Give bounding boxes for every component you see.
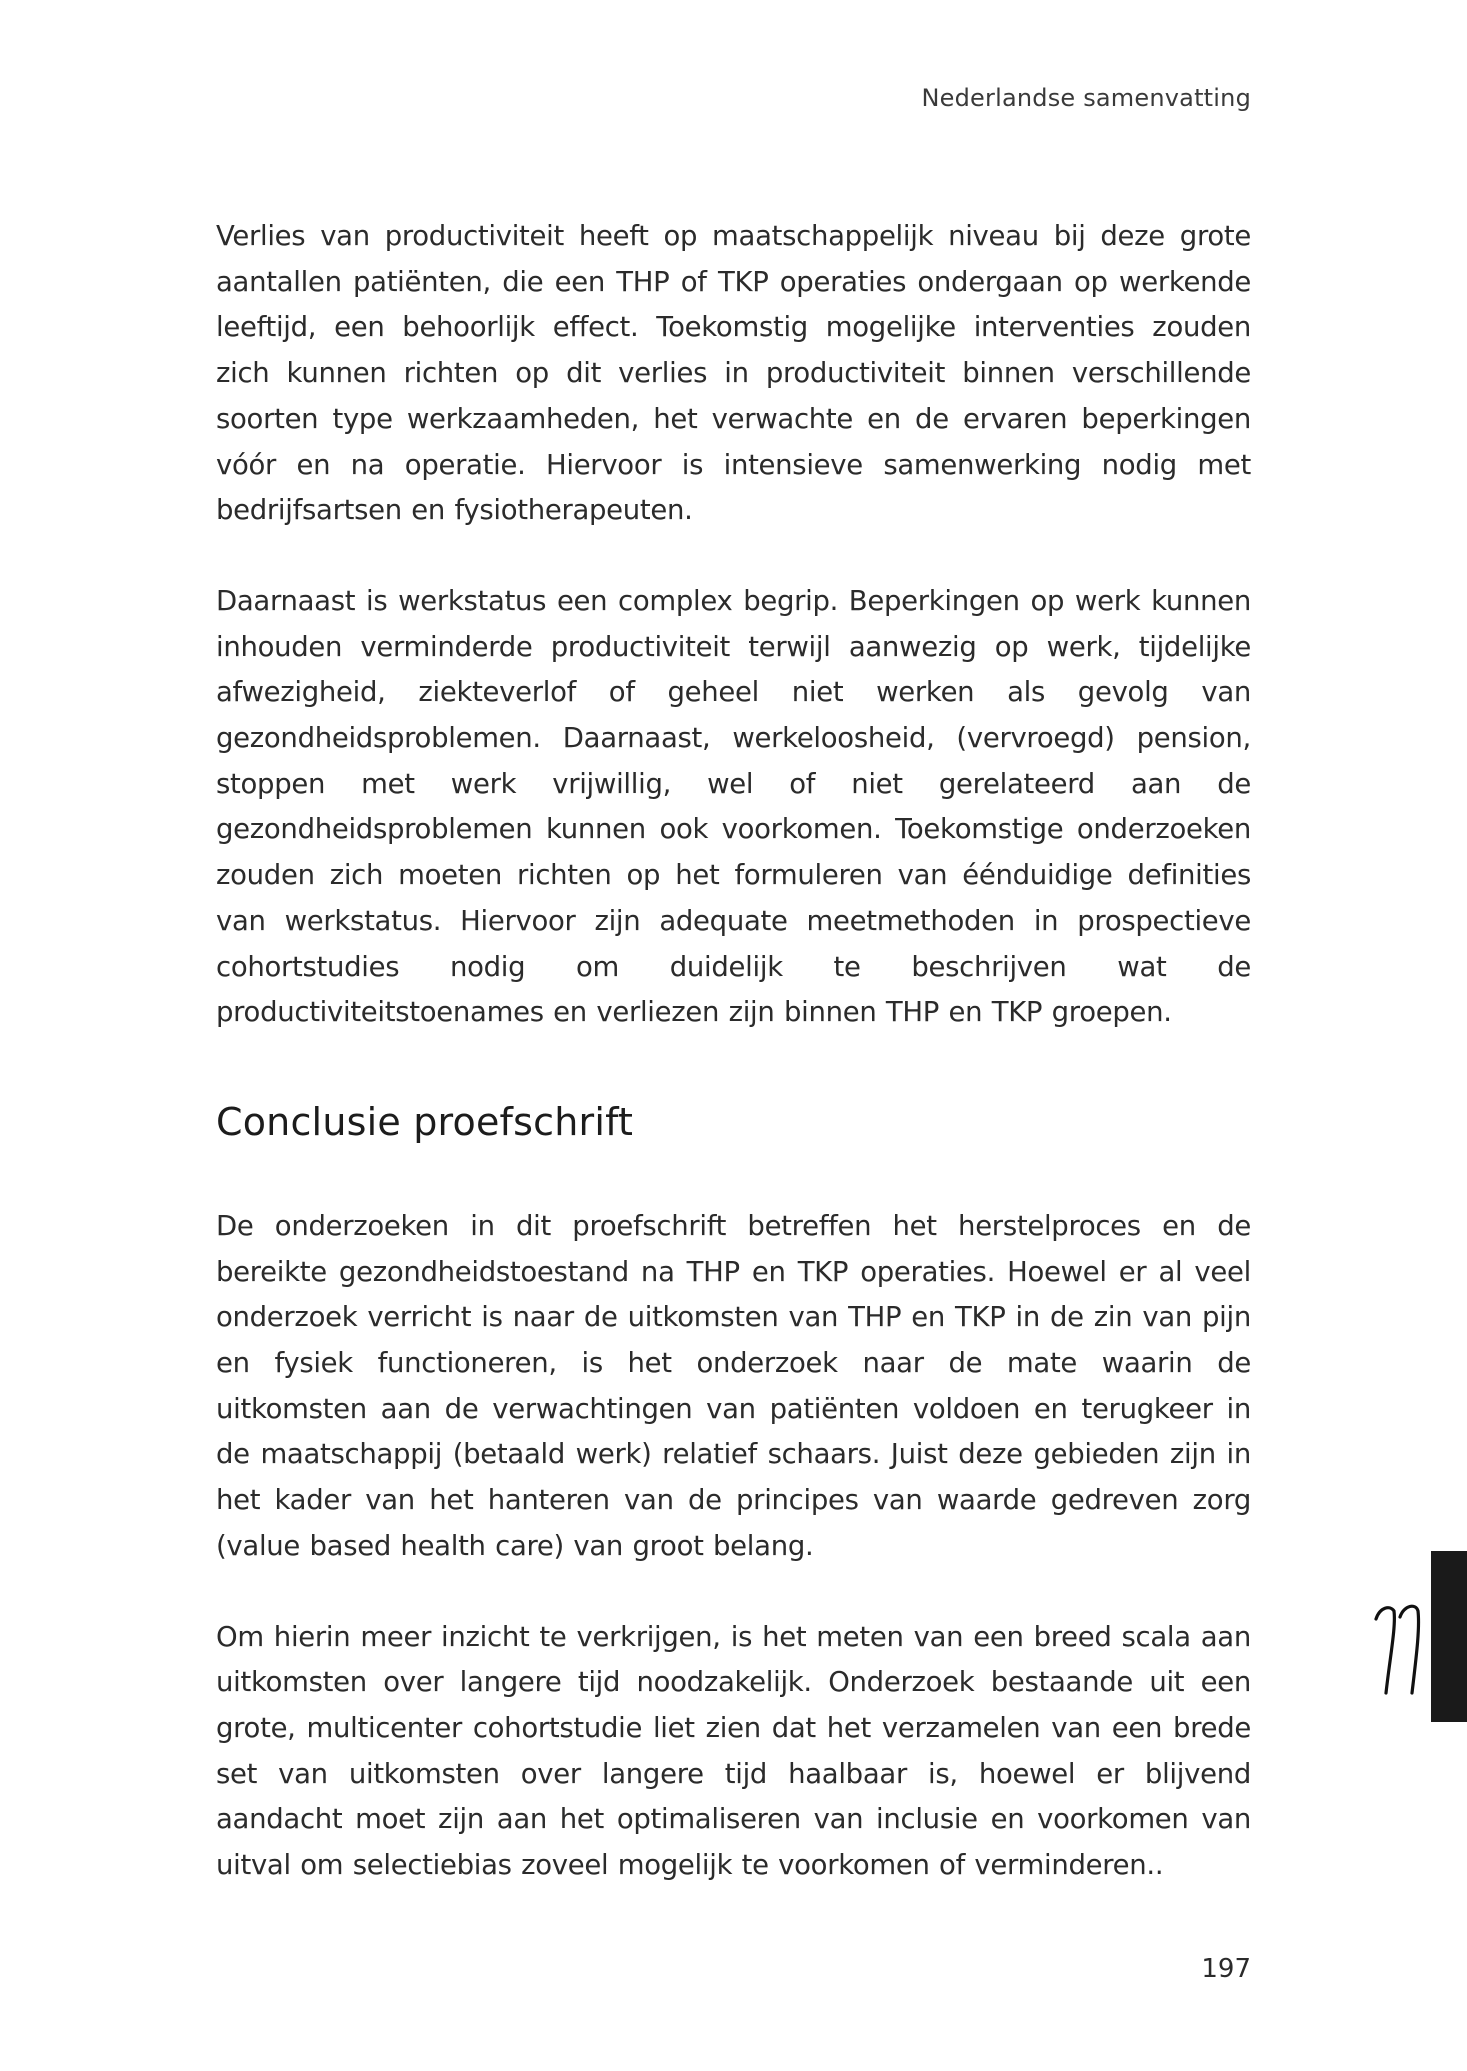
section-heading: Conclusie proefschrift — [216, 1099, 634, 1144]
body-paragraph-outcomes: Om hierin meer inzicht te verkrijgen, is het meten van een breed scala aan uitkomsten over langere tijd noodzakelijk. Onderzoek bestaande uit een grote, multicenter cohortstudie liet zien dat het verzamelen van een brede set van uitkomsten over langere tijd haalbaar is, hoewel er blijvend aandacht moet zijn aan het optimaliseren van inclusie en voorkomen van uitval om selectiebias zoveel mogelijk te voorkomen of verminderen.. — [216, 1620, 1251, 1882]
body-paragraph-conclusion: De onderzoeken in dit proefschrift betreffen het herstelproces en de bereikte gezondheidstoestand na THP en TKP operaties. Hoewel er al veel onderzoek verricht is naar de uitkomsten van THP en TKP in de zin van pijn en fysiek functioneren, is het onderzoek naar de mate waarin de uitkomsten aan de verwachtingen van patiënten voldoen en terugkeer in de maatschappij (betaald werk) relatief schaars. Juist deze gebieden zijn in het kader van het hanteren van de principes van waarde gedreven zorg (value based health care) van groot belang. — [216, 1209, 1251, 1562]
page-body — [216, 214, 1251, 1934]
running-header: Nederlandse samenvatting — [921, 84, 1251, 112]
body-paragraph-work-status: Daarnaast is werkstatus een complex begrip. Beperkingen op werk kunnen inhouden verminderde productiviteit terwijl aanwezig op werk, tijdelijke afwezigheid, ziekteverlof of geheel niet werken als gevolg van gezondheidsproblemen. Daarnaast, werkeloosheid, (vervroegd) pension, stoppen met werk vrijwillig, wel of niet gerelateerd aan de gezondheidsproblemen kunnen ook voorkomen. Toekomstige onderzoeken zouden zich moeten richten op het formuleren van éénduidige definities van werkstatus. Hiervoor zijn adequate meetmethoden in prospectieve cohortstudies nodig om duidelijk te beschrijven wat de productiviteitstoenames en verliezen zijn binnen THP en TKP groepen. — [216, 584, 1251, 1029]
chapter-thumb-tab — [1431, 1551, 1467, 1722]
body-paragraph-productivity: Verlies van productiviteit heeft op maatschappelijk niveau bij deze grote aantallen patiënten, die een THP of TKP operaties ondergaan op werkende leeftijd, een behoorlijk effect. Toekomstig mogelijke interventies zouden zich kunnen richten op dit verlies in productiviteit binnen verschillende soorten type werkzaamheden, het verwachte en de ervaren beperkingen vóór en na operatie. Hiervoor is intensieve samenwerking nodig met bedrijfsartsen en fysiotherapeuten. — [216, 220, 1251, 527]
page-number: 197 — [1201, 1954, 1251, 1984]
handwritten-chapter-number-icon — [1370, 1597, 1430, 1697]
